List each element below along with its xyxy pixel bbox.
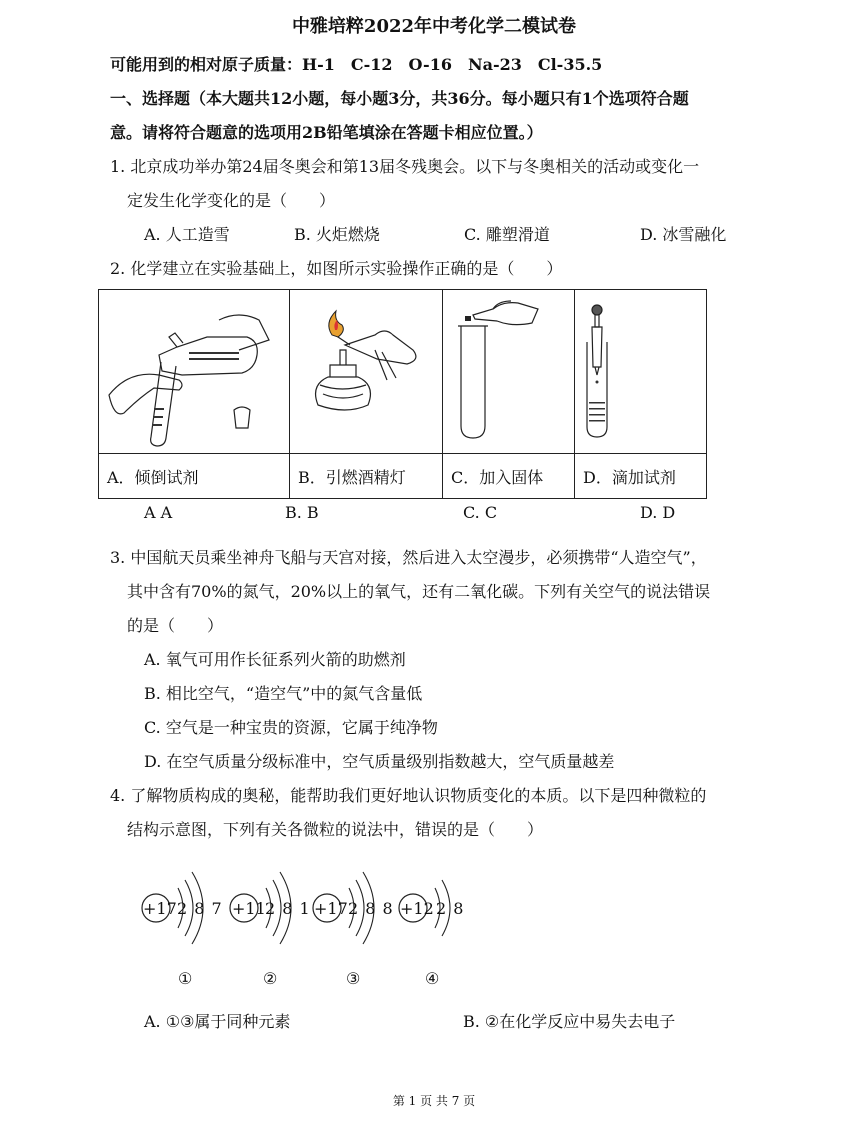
particle-3-nucleus: +17: [314, 899, 348, 918]
particle-1-shells: 2 8 7: [177, 899, 223, 918]
caption-d: D．滴加试剂: [575, 454, 707, 499]
particle-4-shells: 2 8: [436, 899, 465, 918]
section-heading-line2: 意。请将符合题意的选项用2B铅笔填涂在答题卡相应位置。）: [110, 123, 543, 142]
particle-2-nucleus: +11: [232, 899, 266, 918]
particle-2-label: ②: [263, 969, 278, 988]
q3-option-c: C. 空气是一种宝贵的资源，它属于纯净物: [144, 718, 438, 737]
q1-option-a: A. 人工造雪: [144, 225, 230, 244]
lab-operations-table: [98, 289, 707, 499]
q2-option-a: A A: [144, 503, 173, 522]
q4-stem-line1: 4. 了解物质构成的奥秘，能帮助我们更好地认识物质变化的本质。以下是四种微粒的: [110, 786, 707, 805]
alcohol-lamp-icon: [290, 290, 442, 453]
q3-stem-line1: 3. 中国航天员乘坐神舟飞船与天宫对接，然后进入太空漫步，必须携带“人造空气”，: [110, 548, 707, 567]
q2-option-d: D. D: [640, 503, 676, 522]
page-footer: 第 1 页 共 7 页: [392, 1094, 476, 1108]
particle-4-label: ④: [425, 969, 440, 988]
section-heading-line1: 一、选择题（本大题共12小题，每小题3分，共36分。每小题只有1个选项符合题: [110, 89, 689, 108]
atomic-masses: 可能用到的相对原子质量：H-1 C-12 O-16 Na-23 Cl-35.5: [110, 55, 603, 74]
q3-option-a: A. 氧气可用作长征系列火箭的助燃剂: [144, 650, 406, 669]
q1-option-c: C. 雕塑滑道: [464, 225, 550, 244]
caption-a: A．倾倒试剂: [99, 454, 290, 499]
q3-option-d: D. 在空气质量分级标准中，空气质量级别指数越大，空气质量越差: [144, 752, 615, 771]
q1-stem-line1: 1. 北京成功举办第24届冬奥会和第13届冬残奥会。以下与冬奥相关的活动或变化一: [110, 157, 700, 176]
exam-title: 中雅培粹2022年中考化学二模试卷: [291, 16, 577, 37]
caption-b: B．引燃酒精灯: [290, 454, 443, 499]
q3-stem-line2: 其中含有70%的氮气，20%以上的氧气，还有二氧化碳。下列有关空气的说法错误: [127, 582, 711, 601]
figure-adding-drops: [575, 290, 707, 454]
particle-1-label: ①: [178, 969, 193, 988]
q1-stem-line2: 定发生化学变化的是（ ）: [127, 191, 336, 210]
particle-1-nucleus: +17: [143, 899, 177, 918]
dropper-icon: [575, 290, 706, 453]
q3-option-b: B. 相比空气，“造空气”中的氮气含量低: [144, 684, 423, 703]
q1-option-d: D. 冰雪融化: [640, 225, 727, 244]
q4-option-b: B. ②在化学反应中易失去电子: [463, 1012, 676, 1031]
particle-3-label: ③: [346, 969, 361, 988]
particle-2-shells: 2 8 1: [265, 899, 311, 918]
q2-option-c: C. C: [463, 503, 498, 522]
pouring-reagent-icon: [99, 290, 289, 453]
figure-adding-solid: [443, 290, 575, 454]
q2-option-b: B. B: [285, 503, 319, 522]
q4-option-a: A. ①③属于同种元素: [144, 1012, 291, 1031]
q3-stem-line3: 的是（ ）: [127, 616, 224, 635]
q2-stem: 2. 化学建立在实验基础上，如图所示实验操作正确的是（ ）: [110, 259, 563, 278]
q1-option-b: B. 火炬燃烧: [294, 225, 380, 244]
caption-c: C．加入固体: [443, 454, 575, 499]
particle-3-shells: 2 8 8: [348, 899, 394, 918]
q4-stem-line2: 结构示意图，下列有关各微粒的说法中，错误的是（ ）: [127, 820, 544, 839]
particle-4-nucleus: +12: [400, 899, 434, 918]
figure-lighting-alcohol-lamp: [290, 290, 443, 454]
adding-solid-icon: [443, 290, 574, 453]
figure-pouring-reagent: [99, 290, 290, 454]
